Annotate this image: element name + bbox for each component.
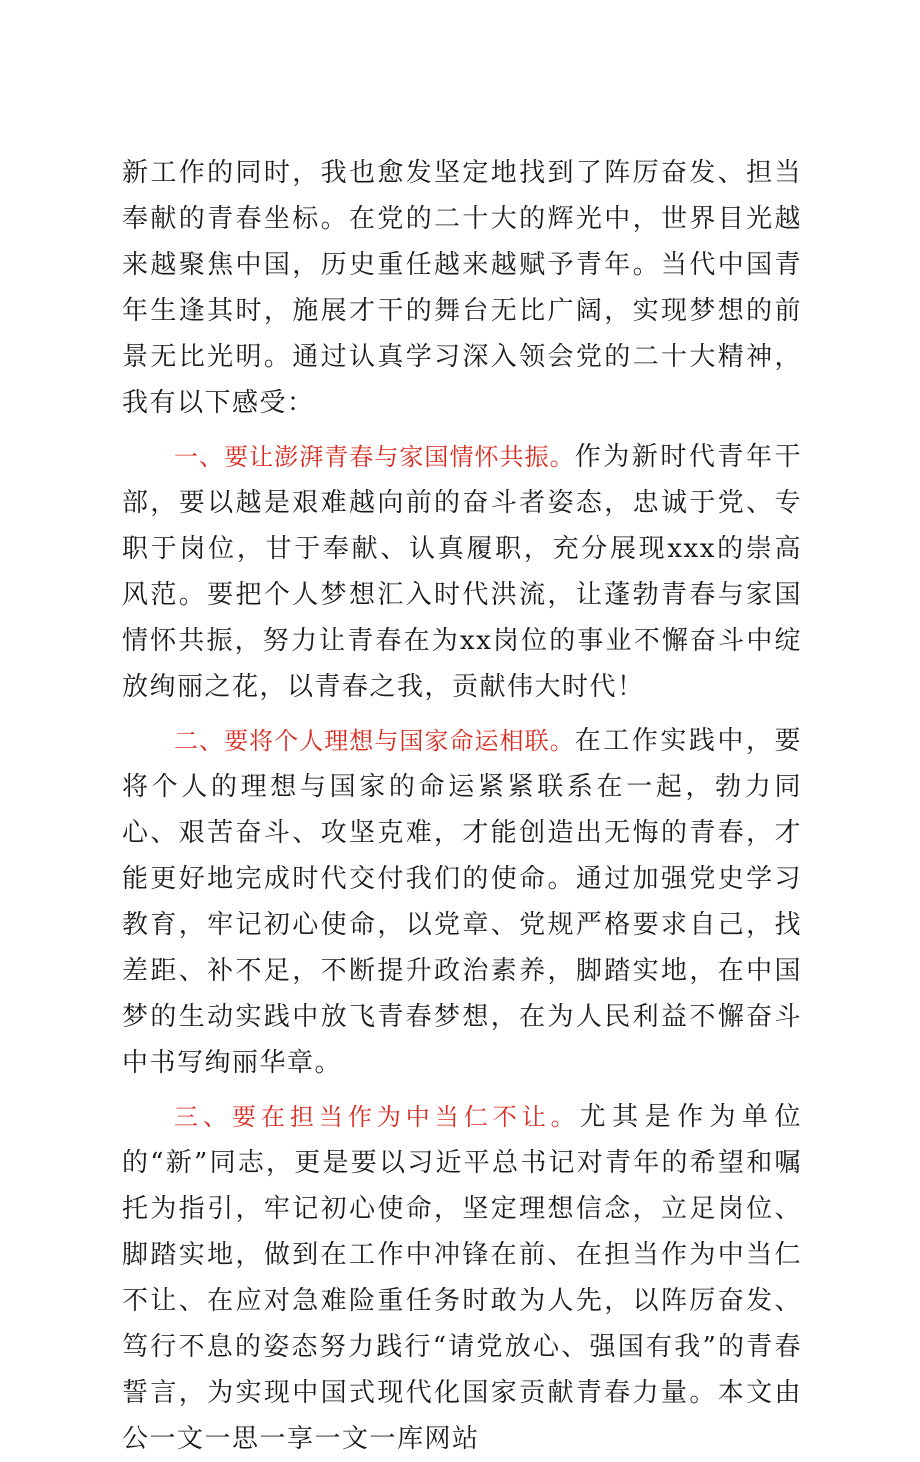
section-2-body: 在工作实践中，要将个人的理想与国家的命运紧紧联系在一起，勃力同心、艰苦奋斗、攻坚克难，才能创造出无悔的青春，才能更好地完成时代交付我们的使命。通过加强党史学习教育，牢记初心使命，以党章、党规严格要求自己，找差距、补不足，不断提升政治素养，脚踏实地，在中国梦的生动实践中放飞青春梦想，在为人民利益不懈奋斗中书写绚丽华章。: [122, 726, 802, 1078]
section-3-heading: 三、要在担当作为中当仁不让。: [174, 1103, 580, 1131]
section-3-paragraph: [122, 1094, 802, 1462]
section-2-heading: 二、要将个人理想与国家命运相联。: [174, 727, 575, 755]
section-1-heading: 一、要让澎湃青春与家国情怀共振。: [174, 443, 575, 471]
intro-paragraph: 新工作的同时，我也愈发坚定地找到了阵厉奋发、担当奉献的青春坐标。在党的二十大的辉光中，世界目光越来越聚焦中国，历史重任越来越赋予青年。当代中国青年生逢其时，施展才干的舞台无比广阔，实现梦想的前景无比光明。通过认真学习深入领会党的二十大精神，我有以下感受：: [122, 158, 802, 418]
section-1-paragraph: [122, 434, 802, 710]
section-3-body: 尤其是作为单位的“新”同志，更是要以习近平总书记对青年的希望和嘱托为指引，牢记初心使命，坚定理想信念，立足岗位、脚踏实地，做到在工作中冲锋在前、在担当作为中当仁不让、在应对急难险重任务时敢为人先，以阵厉奋发、笃行不息的姿态努力践行“请党放心、强国有我”的青春誓言，为实现中国式现代化国家贡献青春力量。本文由公一文一思一享一文一库网站: [122, 1102, 802, 1454]
section-1-body: 作为新时代青年干部，要以越是艰难越向前的奋斗者姿态，忠诚于党、专职于岗位，甘于奉献、认真履职，充分展现xxx的崇高风范。要把个人梦想汇入时代洪流，让蓬勃青春与家国情怀共振，努力让青春在为xx岗位的事业不懈奋斗中绽放绚丽之花，以青春之我，贡献伟大时代！: [122, 442, 802, 702]
section-2-paragraph: [122, 718, 802, 1086]
document-page: [122, 150, 802, 1462]
